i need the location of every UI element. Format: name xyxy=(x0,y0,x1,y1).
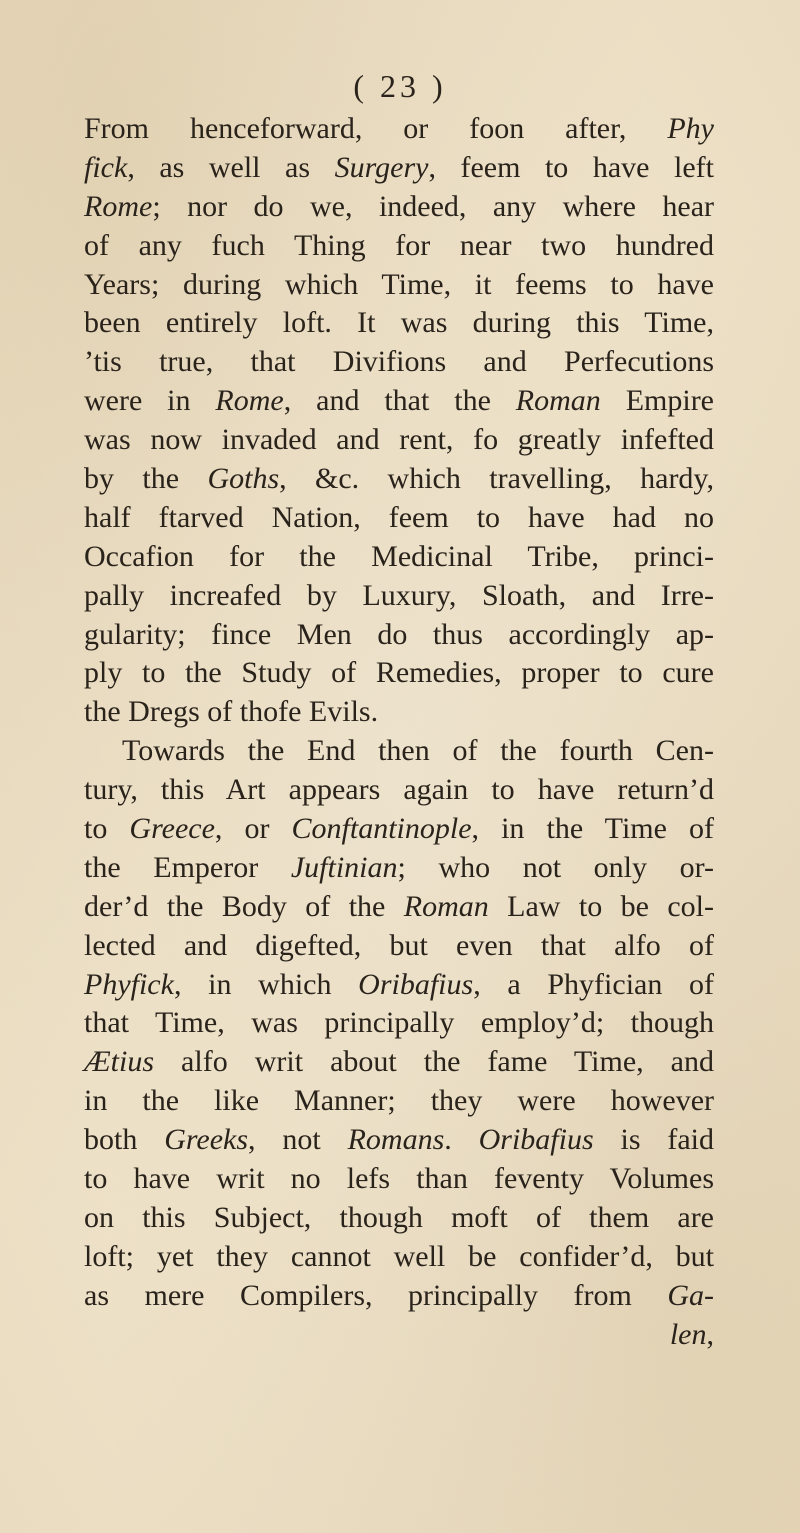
italic-run: Greeks xyxy=(164,1123,249,1157)
text-line xyxy=(84,616,714,655)
text-run: Empire xyxy=(600,384,714,418)
text-run: by the xyxy=(84,462,208,496)
page-number: ( 23 ) xyxy=(353,68,447,104)
text-run: loft; yet they cannot well be confider’d, but xyxy=(84,1239,714,1273)
text-run: to have writ no lefs than feventy Volumes xyxy=(84,1162,714,1196)
text-line xyxy=(84,966,714,1005)
text-line xyxy=(84,266,714,305)
text-line xyxy=(84,1043,714,1082)
text-line xyxy=(84,343,714,382)
text-line xyxy=(84,849,714,888)
text-run: , as well as xyxy=(127,150,335,184)
italic-run: Rome xyxy=(215,384,284,418)
italic-run: Roman xyxy=(515,384,601,418)
text-line xyxy=(84,538,714,577)
text-line xyxy=(84,1238,714,1277)
text-run: as mere Compilers, principally from xyxy=(84,1278,668,1312)
italic-run: Surgery xyxy=(334,150,429,184)
body-text xyxy=(84,110,714,1355)
text-run: , or xyxy=(214,812,292,846)
text-line xyxy=(84,149,714,188)
text-run: From henceforward, or foon after, xyxy=(84,112,668,145)
text-line xyxy=(84,460,714,499)
text-line xyxy=(84,1121,714,1160)
text-run: in the like Manner; they were however xyxy=(84,1084,714,1118)
text-line xyxy=(84,888,714,927)
text-line xyxy=(84,304,714,343)
italic-run: Rome xyxy=(84,189,153,223)
text-run: , in the Time of xyxy=(471,812,714,846)
text-line xyxy=(84,382,714,421)
text-run: , feem to have left xyxy=(428,150,714,184)
text-run: Law to be col- xyxy=(488,889,714,923)
text-line xyxy=(84,1160,714,1199)
text-line xyxy=(84,110,714,149)
italic-run: fick xyxy=(84,150,128,184)
text-run: ; nor do we, indeed, any where hear xyxy=(152,189,714,223)
text-run: that Time, was principally employ’d; though xyxy=(84,1006,714,1040)
text-line xyxy=(84,1199,714,1238)
text-run: were in xyxy=(84,384,216,418)
text-run: Occafion for the Medicinal Tribe, princi- xyxy=(84,539,714,573)
italic-run: Phy xyxy=(667,112,714,145)
text-line xyxy=(84,927,714,966)
text-run: of any fuch Thing for near two hundred xyxy=(84,228,714,262)
italic-run: Romans xyxy=(347,1123,445,1157)
text-run: Years; during which Time, it feems to have xyxy=(84,267,714,301)
text-line xyxy=(84,1277,714,1316)
text-line xyxy=(84,654,714,693)
text-run: on this Subject, though moft of them are xyxy=(84,1200,714,1234)
text-line xyxy=(84,1082,714,1121)
italic-run: Juftinian xyxy=(290,850,398,884)
text-line xyxy=(84,1004,714,1043)
italic-run: Conftantinople xyxy=(291,812,472,846)
italic-run: Ætius xyxy=(84,1045,155,1079)
text-run: , &c. which travelling, hardy, xyxy=(279,462,714,496)
italic-run: len xyxy=(669,1317,707,1351)
text-run: , a Phyfician of xyxy=(473,967,715,1001)
text-run: the Dregs of thofe Evils. xyxy=(84,695,379,729)
text-run: , not xyxy=(248,1123,348,1157)
text-run: gularity; fince Men do thus accordingly ap- xyxy=(84,617,714,651)
text-line xyxy=(84,810,714,849)
text-line xyxy=(84,577,714,616)
text-run: to xyxy=(84,812,130,846)
text-run: half ftarved Nation, feem to have had no xyxy=(84,500,714,534)
text-line xyxy=(84,693,714,732)
text-run: is faid xyxy=(593,1123,715,1157)
text-run: both xyxy=(84,1123,165,1157)
italic-run: Ga- xyxy=(667,1278,714,1312)
text-run: pally increafed by Luxury, Sloath, and Irre- xyxy=(84,578,714,612)
text-run: , and that the xyxy=(283,384,516,418)
text-run: alfo writ about the fame Time, and xyxy=(154,1045,714,1079)
text-run: lected and digefted, but even that alfo of xyxy=(84,928,714,962)
text-line xyxy=(84,227,714,266)
text-run: . xyxy=(444,1123,479,1157)
text-run: Towards the End then of the fourth Cen- xyxy=(122,734,714,768)
text-run: , in which xyxy=(173,967,359,1001)
text-run: tury, this Art appears again to have return’d xyxy=(84,773,714,807)
text-line xyxy=(84,771,714,810)
text-line xyxy=(84,499,714,538)
text-run: ; who not only or- xyxy=(397,850,714,884)
text-run: , xyxy=(706,1317,714,1351)
italic-run: Greece xyxy=(129,812,215,846)
italic-run: Oribafius xyxy=(478,1123,594,1157)
italic-run: Phyfick xyxy=(84,967,174,1001)
italic-run: Oribafius xyxy=(358,967,474,1001)
text-run: ’tis true, that Divifions and Perfecutions xyxy=(84,345,714,379)
text-run: der’d the Body of the xyxy=(84,889,404,923)
text-line xyxy=(84,732,714,771)
text-line xyxy=(84,188,714,227)
italic-run: Roman xyxy=(403,889,489,923)
text-run: ply to the Study of Remedies, proper to cure xyxy=(84,656,714,690)
text-run: was now invaded and rent, fo greatly infefted xyxy=(84,423,714,457)
text-run: been entirely loft. It was during this Time, xyxy=(84,306,714,340)
text-run: the Emperor xyxy=(84,850,291,884)
text-line xyxy=(84,1316,714,1355)
text-line xyxy=(84,421,714,460)
italic-run: Goths xyxy=(207,462,280,496)
